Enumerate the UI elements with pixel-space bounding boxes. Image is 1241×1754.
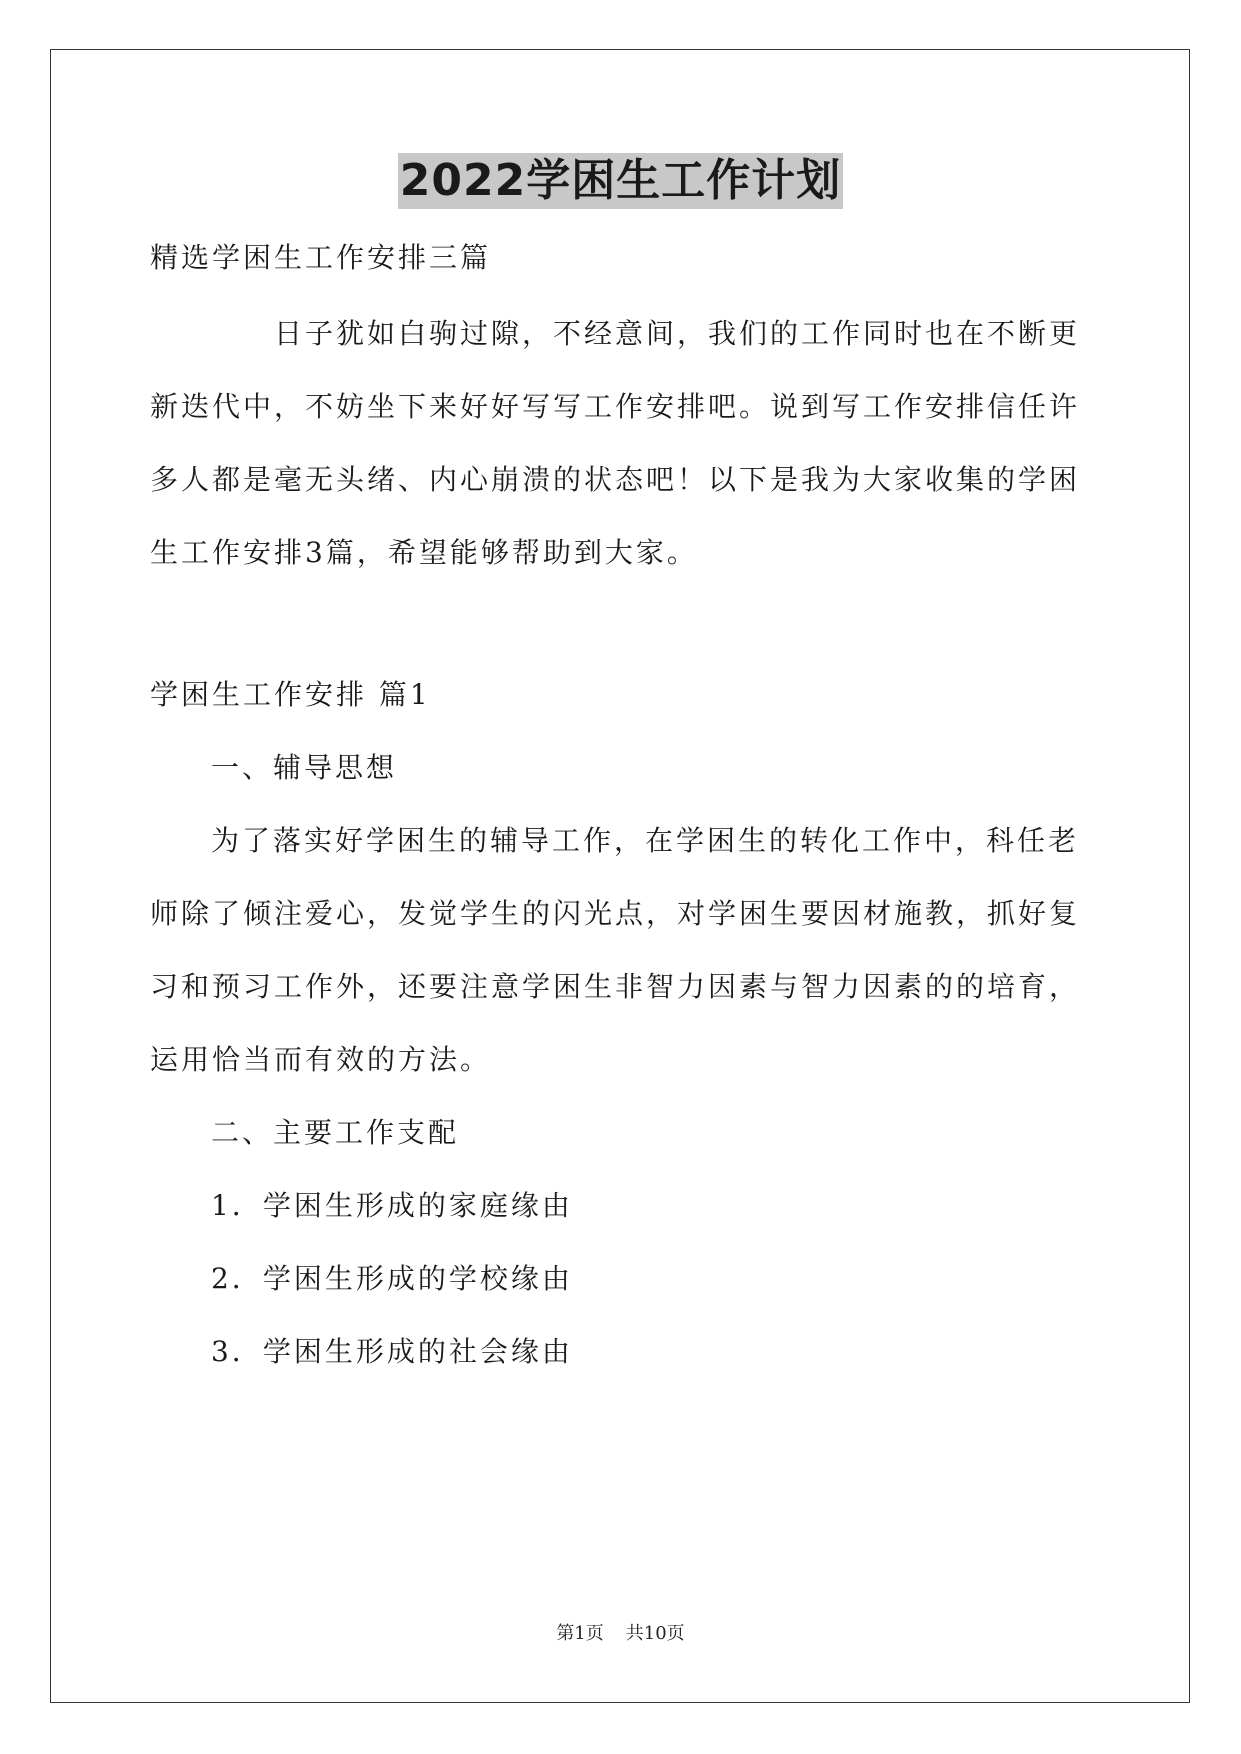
title-container (0, 153, 1241, 209)
page-number-current: 第1页 (556, 1623, 604, 1644)
subtitle-line: 精选学困生工作安排三篇 (150, 241, 492, 274)
intro-paragraph-line-1: 日子犹如白驹过隙，不经意间，我们的工作同时也在不断更 (274, 317, 1081, 350)
page-footer (0, 1622, 1241, 1646)
list-item-3: 3．学困生形成的社会缘由 (211, 1335, 573, 1368)
list-item-1: 1．学困生形成的家庭缘由 (211, 1189, 573, 1222)
page-border (50, 49, 1190, 1703)
body-paragraph-line-4: 运用恰当而有效的方法。 (150, 1043, 492, 1076)
body-paragraph-line-1: 为了落实好学困生的辅导工作，在学困生的转化工作中，科任老 (211, 824, 1080, 857)
body-paragraph-line-3: 习和预习工作外，还要注意学困生非智力因素与智力因素的的培育， (150, 970, 1081, 1003)
document-title: 2022学困生工作计划 (398, 153, 843, 209)
list-item-2: 2．学困生形成的学校缘由 (211, 1262, 573, 1295)
section-heading: 学困生工作安排 篇1 (150, 678, 431, 711)
subsection-heading-1: 一、辅导思想 (211, 751, 398, 784)
page-number-total: 共10页 (625, 1623, 685, 1644)
intro-paragraph-line-2: 新迭代中，不妨坐下来好好写写工作安排吧。说到写工作安排信任许 (150, 390, 1081, 423)
intro-paragraph-line-4: 生工作安排3篇，希望能够帮助到大家。 (150, 536, 698, 569)
subsection-heading-2: 二、主要工作支配 (211, 1116, 460, 1149)
intro-paragraph-line-3: 多人都是毫无头绪、内心崩溃的状态吧！以下是我为大家收集的学困 (150, 463, 1081, 496)
body-paragraph-line-2: 师除了倾注爱心，发觉学生的闪光点，对学困生要因材施教，抓好复 (150, 897, 1081, 930)
